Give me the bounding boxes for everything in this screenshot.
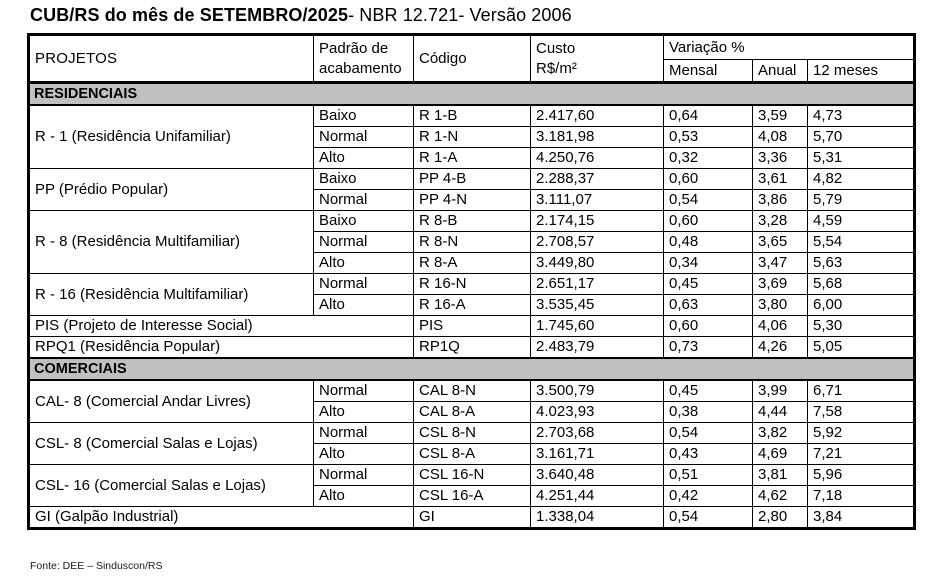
code-cell: R 8-A bbox=[414, 253, 531, 274]
standard-cell: Baixo bbox=[314, 105, 414, 127]
cost-cell: 2.651,17 bbox=[531, 274, 664, 295]
annual-variation-cell: 2,80 bbox=[753, 507, 808, 529]
cost-cell: 3.500,79 bbox=[531, 380, 664, 402]
code-header: Código bbox=[414, 35, 531, 83]
cost-cell: 2.708,57 bbox=[531, 232, 664, 253]
twelve-month-variation-cell: 5,63 bbox=[808, 253, 915, 274]
annual-variation-cell: 3,28 bbox=[753, 211, 808, 232]
table-row bbox=[29, 465, 915, 486]
code-cell: CSL 8-A bbox=[414, 444, 531, 465]
twelve-month-variation-cell: 7,21 bbox=[808, 444, 915, 465]
annual-variation-cell: 3,59 bbox=[753, 105, 808, 127]
standard-cell: Alto bbox=[314, 253, 414, 274]
table-row bbox=[29, 211, 915, 232]
cost-cell: 3.181,98 bbox=[531, 127, 664, 148]
annual-variation-cell: 3,69 bbox=[753, 274, 808, 295]
standard-cell: Alto bbox=[314, 486, 414, 507]
monthly-variation-cell: 0,60 bbox=[664, 169, 753, 190]
cost-cell: 2.483,79 bbox=[531, 337, 664, 359]
monthly-variation-cell: 0,32 bbox=[664, 148, 753, 169]
twelve-month-variation-cell: 5,79 bbox=[808, 190, 915, 211]
standard-cell: Normal bbox=[314, 423, 414, 444]
twelve-month-variation-cell: 7,18 bbox=[808, 486, 915, 507]
code-cell: R 8-B bbox=[414, 211, 531, 232]
annual-variation-cell: 3,61 bbox=[753, 169, 808, 190]
standard-cell: Alto bbox=[314, 148, 414, 169]
cost-cell: 4.250,76 bbox=[531, 148, 664, 169]
annual-variation-cell: 3,65 bbox=[753, 232, 808, 253]
standard-cell: Normal bbox=[314, 274, 414, 295]
cost-cell: 2.174,15 bbox=[531, 211, 664, 232]
monthly-variation-cell: 0,73 bbox=[664, 337, 753, 359]
cost-cell: 3.111,07 bbox=[531, 190, 664, 211]
table-row bbox=[29, 380, 915, 402]
twelve-month-variation-cell: 5,05 bbox=[808, 337, 915, 359]
cost-cell: 1.745,60 bbox=[531, 316, 664, 337]
cost-cell: 2.417,60 bbox=[531, 105, 664, 127]
annual-variation-cell: 3,86 bbox=[753, 190, 808, 211]
code-cell: CSL 16-A bbox=[414, 486, 531, 507]
twelve-month-variation-cell: 5,30 bbox=[808, 316, 915, 337]
monthly-variation-cell: 0,53 bbox=[664, 127, 753, 148]
twelve-month-variation-cell: 4,59 bbox=[808, 211, 915, 232]
standard-cell: Normal bbox=[314, 465, 414, 486]
annual-variation-cell: 4,62 bbox=[753, 486, 808, 507]
annual-variation-cell: 3,36 bbox=[753, 148, 808, 169]
twelve-month-variation-cell: 7,58 bbox=[808, 402, 915, 423]
section-band-residenciais: RESIDENCIAIS bbox=[29, 83, 915, 106]
monthly-header: Mensal bbox=[664, 60, 753, 83]
monthly-variation-cell: 0,51 bbox=[664, 465, 753, 486]
monthly-variation-cell: 0,48 bbox=[664, 232, 753, 253]
cost-cell: 4.023,93 bbox=[531, 402, 664, 423]
monthly-variation-cell: 0,38 bbox=[664, 402, 753, 423]
monthly-variation-cell: 0,54 bbox=[664, 507, 753, 529]
twelve-month-variation-cell: 5,92 bbox=[808, 423, 915, 444]
standard-cell: Alto bbox=[314, 295, 414, 316]
twelve-month-variation-cell: 5,54 bbox=[808, 232, 915, 253]
monthly-variation-cell: 0,60 bbox=[664, 316, 753, 337]
code-cell: CAL 8-N bbox=[414, 380, 531, 402]
cost-cell: 3.161,71 bbox=[531, 444, 664, 465]
standard-cell: Alto bbox=[314, 402, 414, 423]
monthly-variation-cell: 0,54 bbox=[664, 423, 753, 444]
project-cell: RPQ1 (Residência Popular) bbox=[29, 337, 414, 359]
code-cell: R 1-B bbox=[414, 105, 531, 127]
monthly-variation-cell: 0,43 bbox=[664, 444, 753, 465]
project-cell: PP (Prédio Popular) bbox=[29, 169, 314, 211]
twelve-month-variation-cell: 4,82 bbox=[808, 169, 915, 190]
monthly-variation-cell: 0,64 bbox=[664, 105, 753, 127]
cost-cell: 3.640,48 bbox=[531, 465, 664, 486]
cost-cell: 3.535,45 bbox=[531, 295, 664, 316]
code-cell: GI bbox=[414, 507, 531, 529]
cost-cell: 2.288,37 bbox=[531, 169, 664, 190]
monthly-variation-cell: 0,63 bbox=[664, 295, 753, 316]
annual-variation-cell: 3,80 bbox=[753, 295, 808, 316]
monthly-variation-cell: 0,42 bbox=[664, 486, 753, 507]
section-band-comerciais: COMERCIAIS bbox=[29, 358, 915, 380]
code-cell: PP 4-N bbox=[414, 190, 531, 211]
annual-variation-cell: 4,08 bbox=[753, 127, 808, 148]
cost-cell: 2.703,68 bbox=[531, 423, 664, 444]
standard-cell: Alto bbox=[314, 444, 414, 465]
table-row bbox=[29, 337, 915, 359]
code-cell: R 1-A bbox=[414, 148, 531, 169]
twelve-month-variation-cell: 5,96 bbox=[808, 465, 915, 486]
monthly-variation-cell: 0,45 bbox=[664, 380, 753, 402]
annual-variation-cell: 3,82 bbox=[753, 423, 808, 444]
title-bold: CUB/RS do mês de SETEMBRO/2025 bbox=[30, 5, 349, 25]
annual-variation-cell: 3,81 bbox=[753, 465, 808, 486]
table-row bbox=[29, 105, 915, 127]
standard-cell: Normal bbox=[314, 380, 414, 402]
standard-cell: Baixo bbox=[314, 211, 414, 232]
annual-variation-cell: 4,26 bbox=[753, 337, 808, 359]
code-cell: CSL 8-N bbox=[414, 423, 531, 444]
project-cell: R - 1 (Residência Unifamiliar) bbox=[29, 105, 314, 169]
code-cell: R 16-N bbox=[414, 274, 531, 295]
twelve-month-variation-cell: 6,71 bbox=[808, 380, 915, 402]
code-cell: PIS bbox=[414, 316, 531, 337]
table-row bbox=[29, 423, 915, 444]
title-regular: - NBR 12.721- Versão 2006 bbox=[348, 5, 572, 25]
code-cell: R 1-N bbox=[414, 127, 531, 148]
code-cell: R 16-A bbox=[414, 295, 531, 316]
monthly-variation-cell: 0,45 bbox=[664, 274, 753, 295]
annual-variation-cell: 4,69 bbox=[753, 444, 808, 465]
table-row bbox=[29, 274, 915, 295]
project-cell: R - 16 (Residência Multifamiliar) bbox=[29, 274, 314, 316]
twelve-month-variation-cell: 5,68 bbox=[808, 274, 915, 295]
code-cell: RP1Q bbox=[414, 337, 531, 359]
code-cell: R 8-N bbox=[414, 232, 531, 253]
source-note: Fonte: DEE – Sinduscon/RS bbox=[30, 560, 163, 572]
cub-table bbox=[27, 33, 916, 530]
code-cell: PP 4-B bbox=[414, 169, 531, 190]
standard-cell: Baixo bbox=[314, 169, 414, 190]
table-row bbox=[29, 169, 915, 190]
finish-standard-header: Padrão de acabamento bbox=[314, 35, 414, 83]
project-cell: PIS (Projeto de Interesse Social) bbox=[29, 316, 414, 337]
variation-header: Variação % bbox=[664, 35, 915, 60]
code-cell: CAL 8-A bbox=[414, 402, 531, 423]
project-cell: GI (Galpão Industrial) bbox=[29, 507, 414, 529]
project-cell: CSL- 8 (Comercial Salas e Lojas) bbox=[29, 423, 314, 465]
table-row bbox=[29, 507, 915, 529]
cost-cell: 4.251,44 bbox=[531, 486, 664, 507]
page-title bbox=[30, 5, 572, 26]
twelve-month-variation-cell: 5,31 bbox=[808, 148, 915, 169]
annual-variation-cell: 4,06 bbox=[753, 316, 808, 337]
cost-cell: 1.338,04 bbox=[531, 507, 664, 529]
annual-header: Anual bbox=[753, 60, 808, 83]
monthly-variation-cell: 0,34 bbox=[664, 253, 753, 274]
code-cell: CSL 16-N bbox=[414, 465, 531, 486]
annual-variation-cell: 3,99 bbox=[753, 380, 808, 402]
projects-header: PROJETOS bbox=[29, 35, 314, 83]
twelve-month-variation-cell: 6,00 bbox=[808, 295, 915, 316]
standard-cell: Normal bbox=[314, 127, 414, 148]
twelve-month-variation-cell: 4,73 bbox=[808, 105, 915, 127]
twelve-month-variation-cell: 3,84 bbox=[808, 507, 915, 529]
twelve-months-header: 12 meses bbox=[808, 60, 915, 83]
table-header bbox=[29, 35, 915, 83]
monthly-variation-cell: 0,60 bbox=[664, 211, 753, 232]
standard-cell: Normal bbox=[314, 232, 414, 253]
monthly-variation-cell: 0,54 bbox=[664, 190, 753, 211]
twelve-month-variation-cell: 5,70 bbox=[808, 127, 915, 148]
project-cell: CSL- 16 (Comercial Salas e Lojas) bbox=[29, 465, 314, 507]
header-row-1 bbox=[29, 35, 915, 60]
annual-variation-cell: 3,47 bbox=[753, 253, 808, 274]
project-cell: CAL- 8 (Comercial Andar Livres) bbox=[29, 380, 314, 423]
cost-header: Custo R$/m² bbox=[531, 35, 664, 83]
annual-variation-cell: 4,44 bbox=[753, 402, 808, 423]
standard-cell: Normal bbox=[314, 190, 414, 211]
project-cell: R - 8 (Residência Multifamiliar) bbox=[29, 211, 314, 274]
cost-cell: 3.449,80 bbox=[531, 253, 664, 274]
table-row bbox=[29, 316, 915, 337]
